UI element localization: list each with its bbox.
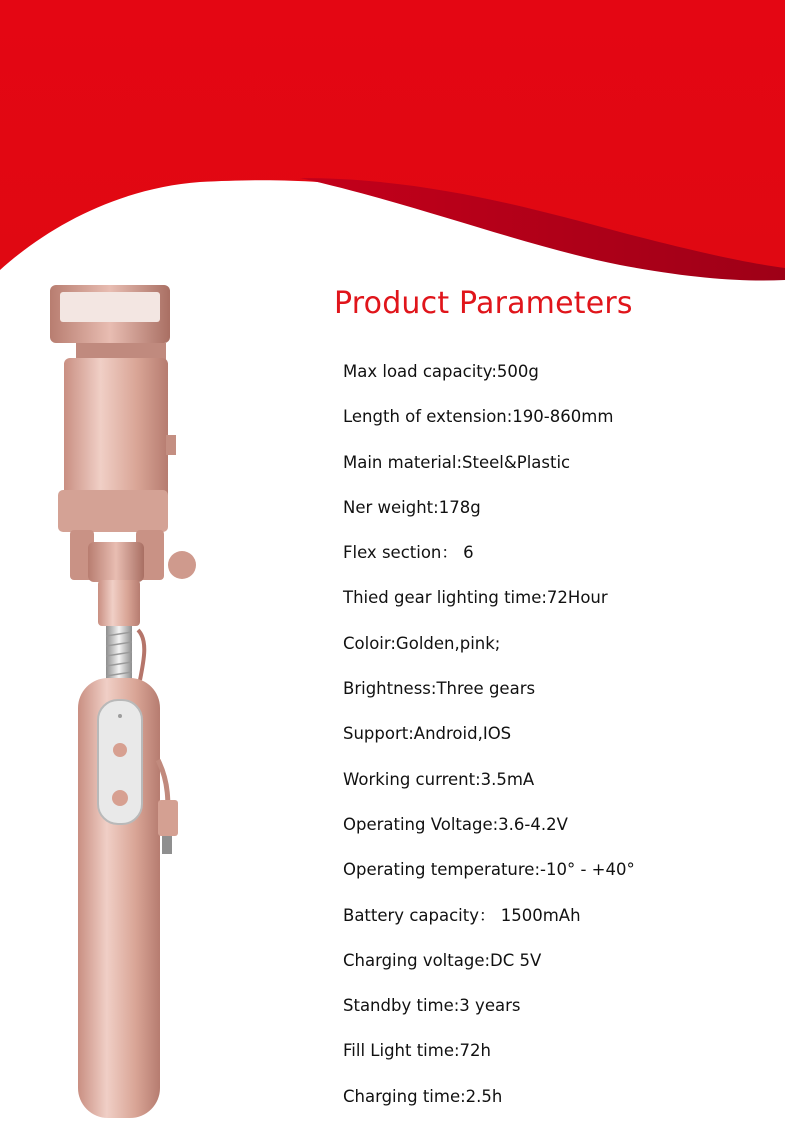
list-item: Brightness:Three gears [343,679,536,699]
list-item: Length of extension:190-860mm [343,407,614,427]
red-wave-banner [0,0,785,300]
list-item: Main material:Steel&Plastic [343,452,571,472]
list-item: Operating temperature:-10° - +40° [343,860,635,880]
list-item: Charging voltage:DC 5V [343,950,542,970]
list-item: Ner weight:178g [343,497,481,517]
list-item: Coloir:Golden,pink; [343,633,501,653]
list-item: Working current:3.5mA [343,769,535,789]
list-item: Thied gear lighting time:72Hour [343,588,608,608]
list-item: Fill Light time:72h [343,1041,492,1061]
list-item: Max load capacity:500g [343,362,539,381]
list-item: Battery capacity： 1500mAh [343,905,581,925]
list-item: Charging time:2.5h [343,1086,503,1106]
parameter-list [343,358,635,1128]
selfie-stick-product-image [40,280,220,1130]
list-item: Operating Voltage:3.6-4.2V [343,814,568,834]
list-item: Flex section： 6 [343,543,474,563]
list-item: Standby time:3 years [343,996,521,1016]
list-item: Support:Android,IOS [343,724,512,744]
page-title: Product Parameters [334,286,633,321]
